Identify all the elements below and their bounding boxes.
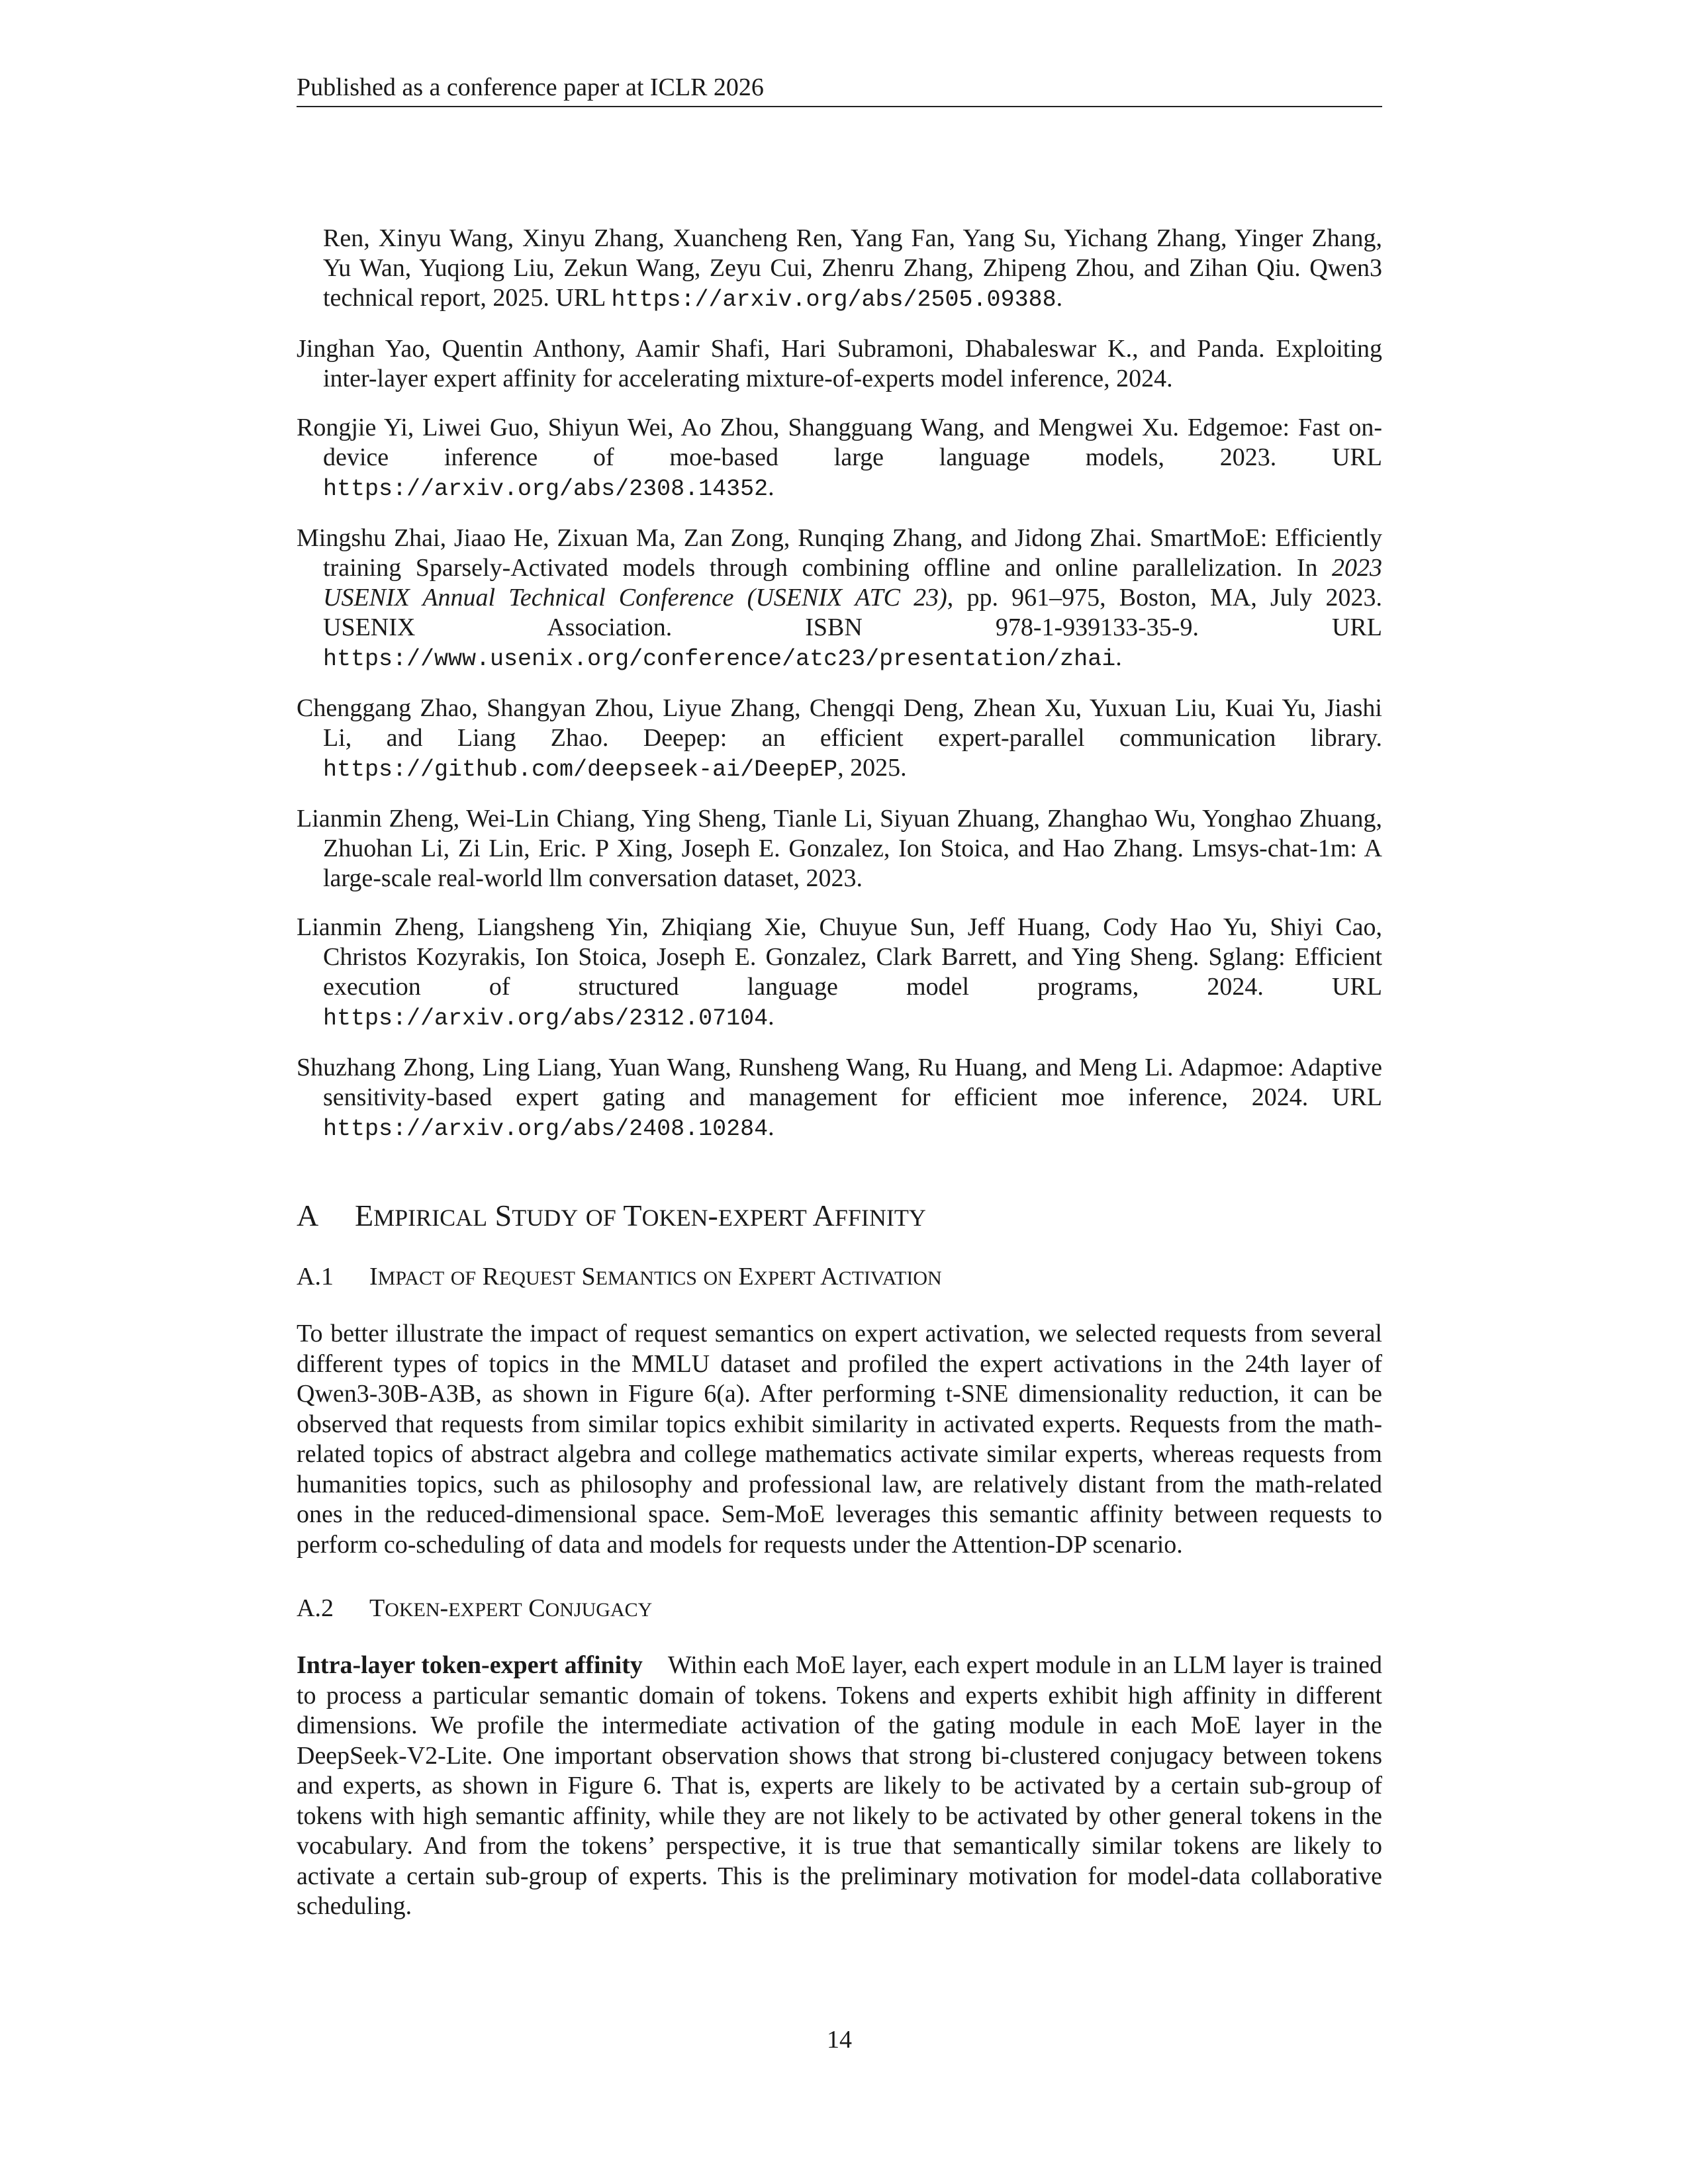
reference-item <box>297 804 1382 893</box>
reference-url[interactable]: https://arxiv.org/abs/2312.07104 <box>323 1005 769 1032</box>
section-number: A <box>297 1199 319 1232</box>
page-number: 14 <box>827 2026 852 2054</box>
section-title: EMPIRICAL STUDY OF TOKEN-EXPERT AFFINITY <box>355 1199 926 1232</box>
reference-url[interactable]: https://github.com/deepseek-ai/DeepEP <box>323 756 838 783</box>
reference-item: Ren, Xinyu Wang, Xinyu Zhang, Xuancheng Ren, Yang Fan, Yang Su, Yichang Zhang, Yinger Zhang, Yu Wan, Yuqiong Liu, Zekun Wang, Zeyu Cui, Zhenru Zhang, Zhipeng Zhou, and Zihan Qiu. Qwen3 technical report, 2025. URL https://arxiv.org/abs/2505.09388. <box>323 224 1382 313</box>
subsection-title: IMPACT OF REQUEST SEMANTICS ON EXPERT ACTIVATION <box>369 1263 942 1291</box>
body-paragraph <box>297 1651 1382 1922</box>
paragraph-text: Within each MoE layer, each expert module in an LLM layer is trained to process a particular semantic domain of tokens. Tokens and experts exhibit high affinity in different dimensions. We profile the intermediate activation of the gating module in each MoE layer in the DeepSeek-V2-Lite. One important observation shows that strong bi-clustered conjugacy between tokens and experts, as shown in Figure 6. That is, experts are likely to be activated by a certain sub-group of tokens with high semantic affinity, while they are not likely to be activated by other general tokens in the vocabulary. And from the tokens’ perspective, it is true that semantically similar tokens are likely to activate a certain sub-group of experts. This is the preliminary motivation for model-data collaborative scheduling. <box>297 1651 1382 1920</box>
subsection-number: A.1 <box>297 1263 334 1291</box>
reference-text: Lianmin Zheng, Wei-Lin Chiang, Ying Sheng, Tianle Li, Siyuan Zhuang, Zhanghao Wu, Yonghao Zhuang, Zhuohan Li, Zi Lin, Eric. P Xing, Joseph E. Gonzalez, Ion Stoica, and Hao Zhang. Lmsys-chat-1m: A large-scale real-world llm conversation dataset, 2023. <box>297 805 1382 892</box>
paragraph-run-in-heading: Intra-layer token-expert affinity <box>297 1651 643 1679</box>
reference-venue: 2023 USENIX Annual Technical Conference (USENIX ATC 23) <box>323 554 1382 612</box>
running-head: Published as a conference paper at ICLR 2026 <box>297 71 1382 107</box>
reference-text: Chenggang Zhao, Shangyan Zhou, Liyue Zhang, Chengqi Deng, Zhean Xu, Yuxuan Liu, Kuai Yu, Jiashi Li, and Liang Zhao. Deepep: an efficient expert-parallel communication library. <box>297 694 1382 752</box>
reference-item <box>297 334 1382 394</box>
reference-url[interactable]: https://www.usenix.org/conference/atc23/presentation/zhai <box>323 646 1116 672</box>
reference-item: Chenggang Zhao, Shangyan Zhou, Liyue Zhang, Chengqi Deng, Zhean Xu, Yuxuan Liu, Kuai Yu, Jiashi Li, and Liang Zhao. Deepep: an efficient expert-parallel communication library. https://github.com/deepseek-ai/DeepEP, 2025. <box>297 694 1382 783</box>
reference-list <box>297 224 1382 1144</box>
page-content <box>297 224 1382 1955</box>
reference-url[interactable]: https://arxiv.org/abs/2505.09388 <box>611 287 1056 313</box>
reference-item: Shuzhang Zhong, Ling Liang, Yuan Wang, Runsheng Wang, Ru Huang, and Meng Li. Adapmoe: Adaptive sensitivity-based expert gating and management for efficient moe inference, 2024. URL https://arxiv.org/abs/2408.10284. <box>297 1054 1382 1142</box>
subsection-heading-a1 <box>297 1261 1382 1294</box>
reference-item: Rongjie Yi, Liwei Guo, Shiyun Wei, Ao Zhou, Shangguang Wang, and Mengwei Xu. Edgemoe: Fast on-device inference of moe-based large language models, 2023. URL https://arxiv.org/abs/2308.14352. <box>297 414 1382 502</box>
body-paragraph: To better illustrate the impact of request semantics on expert activation, we selected requests from several different types of topics in the MMLU dataset and profiled the expert activations in the 24th layer of Qwen3-30B-A3B, as shown in Figure 6(a). After performing t-SNE dimensionality reduction, it can be observed that requests from similar topics exhibit similarity in activated experts. Requests from the math-related topics of abstract algebra and college mathematics activate similar experts, whereas requests from humanities topics, such as philosophy and professional law, are relatively distant from the math-related ones in the reduced-dimensional space. Sem-MoE leverages this semantic affinity between requests to perform co-scheduling of data and models for requests under the Attention-DP scenario. <box>297 1320 1382 1559</box>
reference-text: Mingshu Zhai, Jiaao He, Zixuan Ma, Zan Zong, Runqing Zhang, and Jidong Zhai. SmartMoE: Efficiently training Sparsely-Activated models through combining offline and online parallelization. In <box>297 524 1382 582</box>
reference-text: Rongjie Yi, Liwei Guo, Shiyun Wei, Ao Zhou, Shangguang Wang, and Mengwei Xu. Edgemoe: Fast on-device inference of moe-based large language models, 2023. URL <box>297 414 1382 471</box>
subsection-number: A.2 <box>297 1594 334 1622</box>
reference-text: Ren, Xinyu Wang, Xinyu Zhang, Xuancheng Ren, Yang Fan, Yang Su, Yichang Zhang, Yinger Zhang, Yu Wan, Yuqiong Liu, Zekun Wang, Zeyu Cui, Zhenru Zhang, Zhipeng Zhou, and Zihan Qiu. Qwen3 technical report, 2025. URL <box>323 224 1382 312</box>
reference-text: Lianmin Zheng, Liangsheng Yin, Zhiqiang Xie, Chuyue Sun, Jeff Huang, Cody Hao Yu, Shiyi Cao, Christos Kozyrakis, Ion Stoica, Joseph E. Gonzalez, Clark Barrett, and Ying Sheng. Sglang: Efficient execution of structured language model programs, 2024. URL <box>297 913 1382 1001</box>
reference-text: Jinghan Yao, Quentin Anthony, Aamir Shafi, Hari Subramoni, Dhabaleswar K., and Panda. Exploiting inter-layer expert affinity for accelerating mixture-of-experts model inference, 2024. <box>297 335 1382 392</box>
reference-url[interactable]: https://arxiv.org/abs/2408.10284 <box>323 1116 769 1142</box>
subsection-title: TOKEN-EXPERT CONJUGACY <box>369 1594 653 1622</box>
reference-item: Lianmin Zheng, Liangsheng Yin, Zhiqiang Xie, Chuyue Sun, Jeff Huang, Cody Hao Yu, Shiyi Cao, Christos Kozyrakis, Ion Stoica, Joseph E. Gonzalez, Clark Barrett, and Ying Sheng. Sglang: Efficient execution of structured language model programs, 2024. URL https://arxiv.org/abs/2312.07104. <box>297 913 1382 1032</box>
reference-item: Mingshu Zhai, Jiaao He, Zixuan Ma, Zan Zong, Runqing Zhang, and Jidong Zhai. SmartMoE: Efficiently training Sparsely-Activated models through combining offline and online parallelization. In 2023 USENIX Annual Technical Conference (USENIX ATC 23), pp. 961–975, Boston, MA, July 2023. USENIX Association. ISBN 978-1-939133-35-9. URL https://www.usenix.org/conference/atc23/presentation/zhai. <box>297 524 1382 672</box>
reference-text: Shuzhang Zhong, Ling Liang, Yuan Wang, Runsheng Wang, Ru Huang, and Meng Li. Adapmoe: Adaptive sensitivity-based expert gating and management for efficient moe inference, 2024. URL <box>297 1054 1382 1111</box>
reference-url[interactable]: https://arxiv.org/abs/2308.14352 <box>323 476 769 502</box>
appendix-section-heading <box>297 1197 1382 1236</box>
subsection-heading-a2 <box>297 1593 1382 1625</box>
